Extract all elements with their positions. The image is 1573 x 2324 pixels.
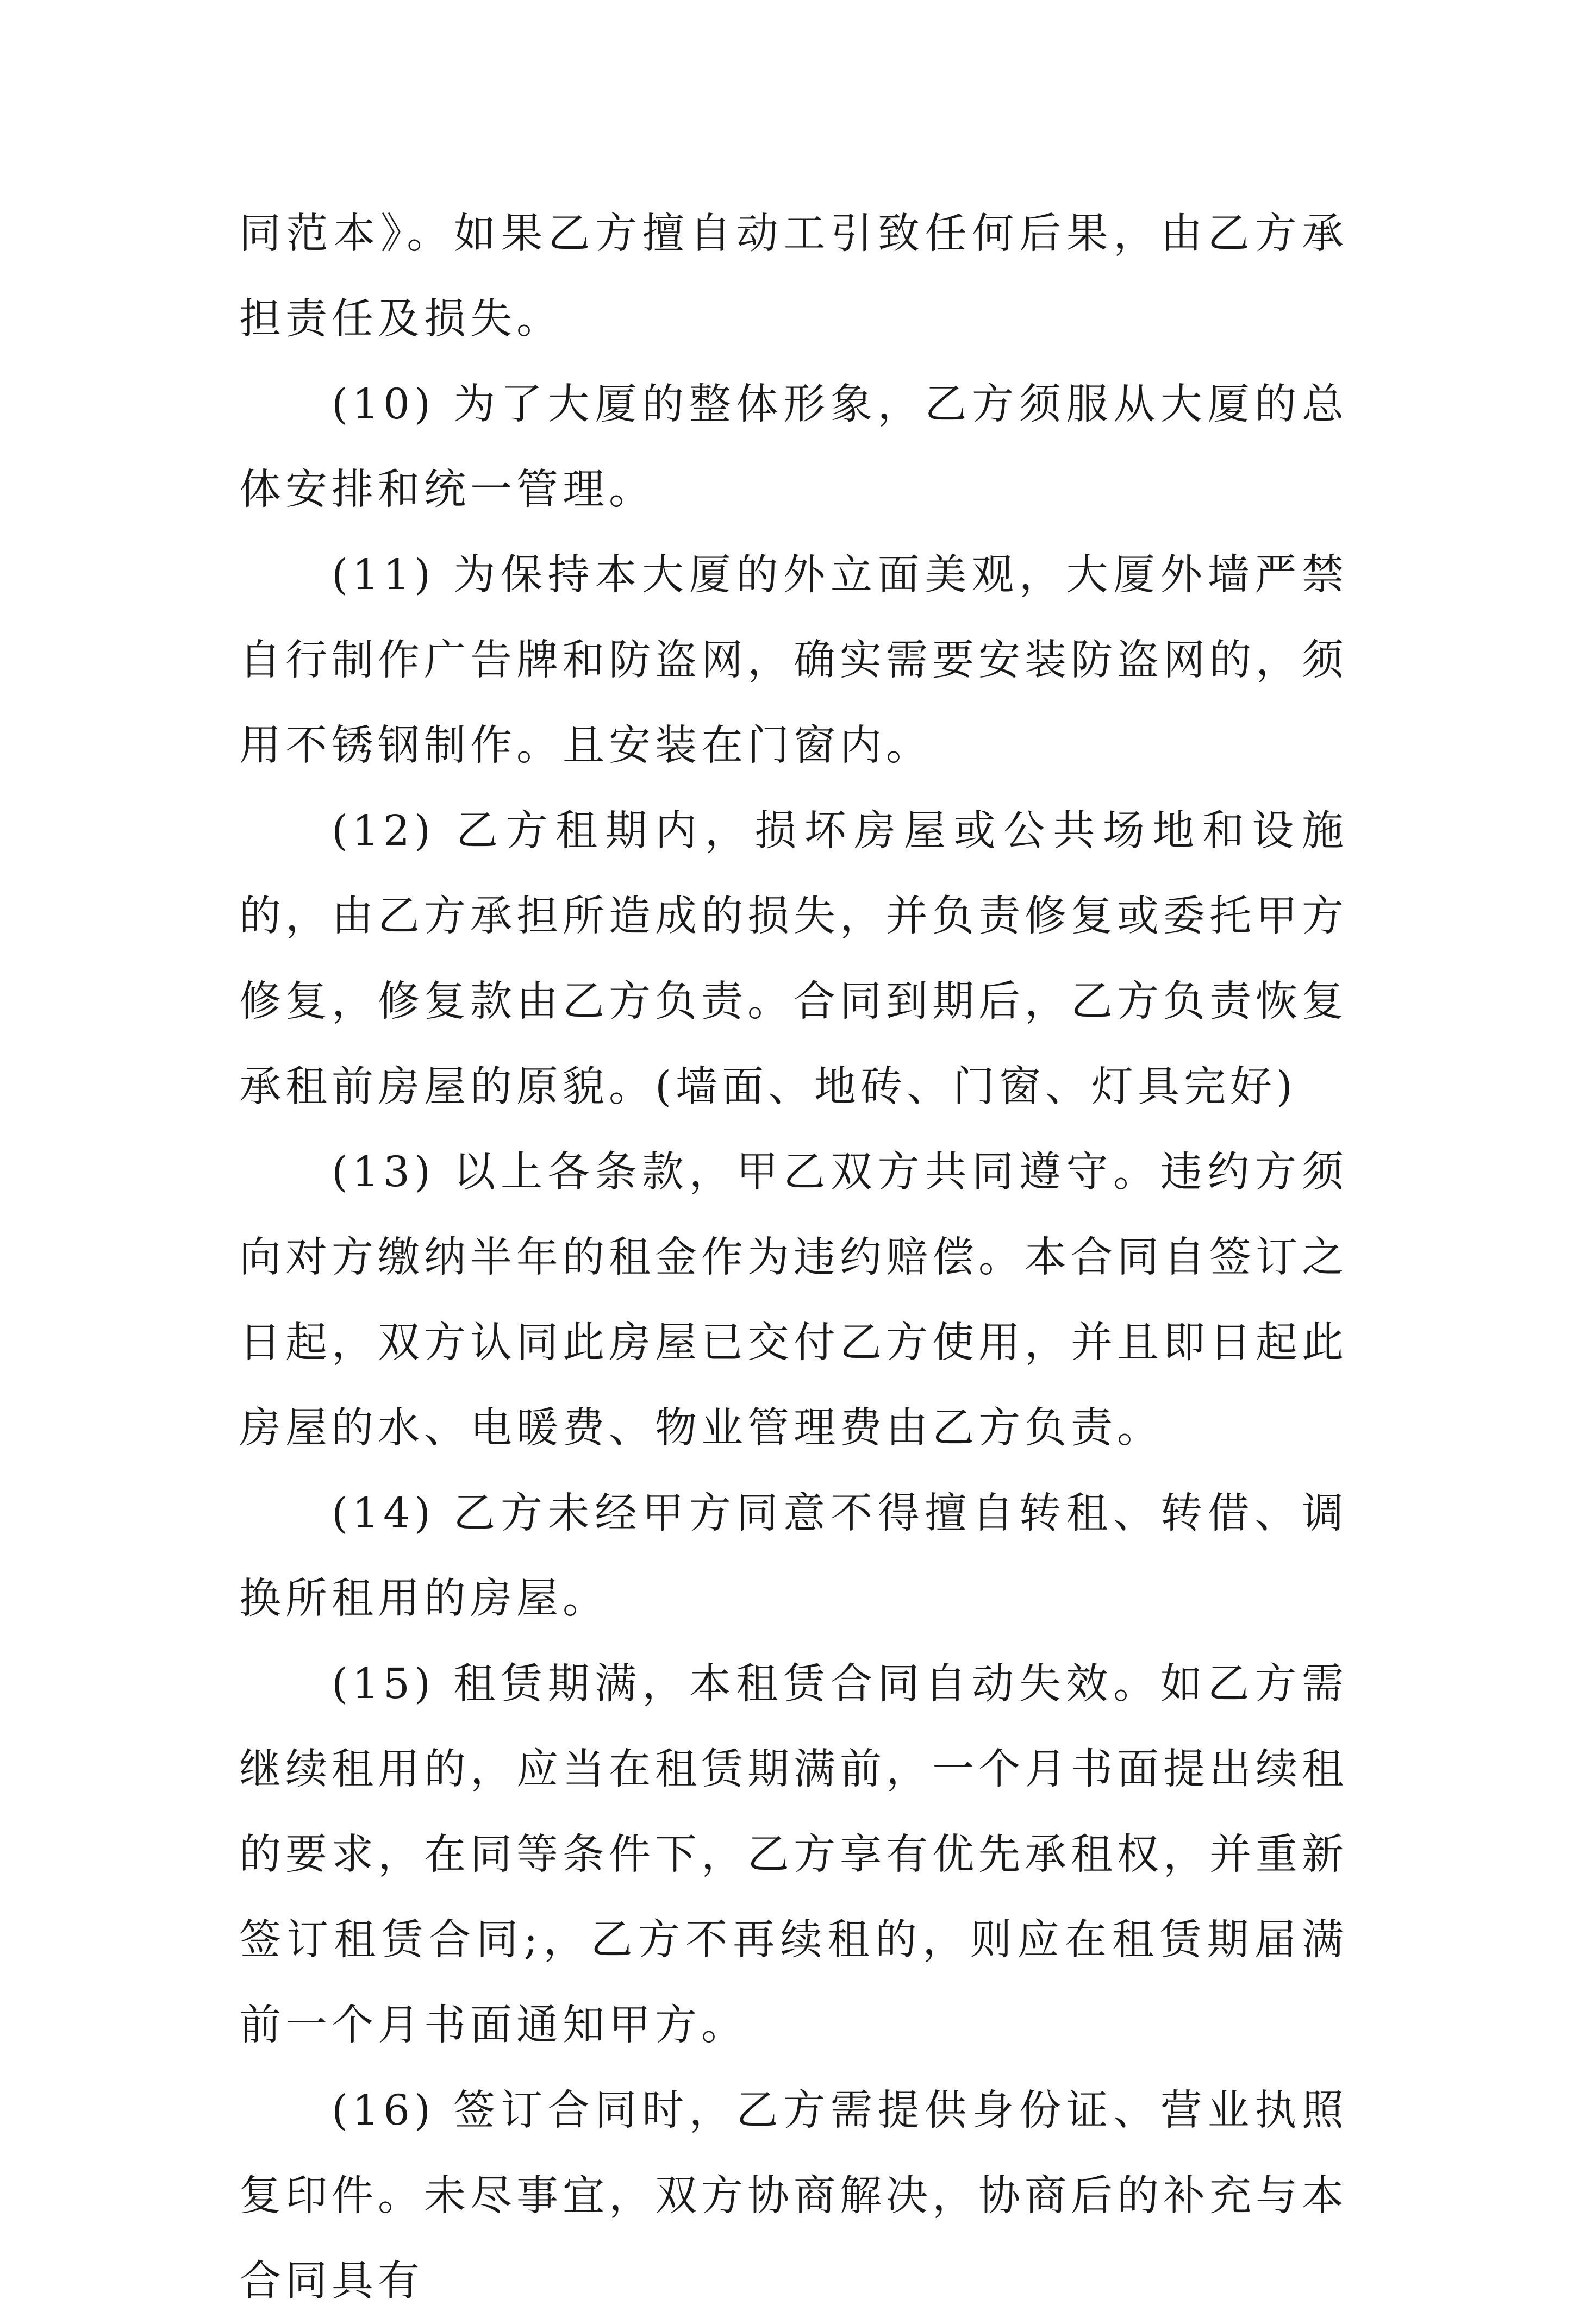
clause-15: (15) 租赁期满，本租赁合同自动失效。如乙方需继续租用的，应当在租赁期满前，一个月书面提出续租的要求，在同等条件下，乙方享有优先承租权，并重新签订租赁合同;，乙方不再续租的，则应在租赁期届满前一个月书面通知甲方。: [239, 1660, 1348, 2050]
document-body: [239, 191, 1348, 2324]
clause-10: (10) 为了大厦的整体形象，乙方须服从大厦的总体安排和统一管理。: [239, 380, 1348, 514]
paragraph-continuation: 同范本》。如果乙方擅自动工引致任何后果，由乙方承担责任及损失。: [239, 210, 1348, 343]
clause-16: (16) 签订合同时，乙方需提供身份证、营业执照复印件。未尽事宜，双方协商解决，协商后的补充与本合同具有: [239, 2087, 1348, 2306]
clause-11: (11) 为保持本大厦的外立面美观，大厦外墙严禁自行制作广告牌和防盗网，确实需要安装防盗网的，须用不锈钢制作。且安装在门窗内。: [239, 551, 1348, 770]
clause-13: (13) 以上各条款，甲乙双方共同遵守。违约方须向对方缴纳半年的租金作为违约赔偿。本合同自签订之日起，双方认同此房屋已交付乙方使用，并且即日起此房屋的水、电暖费、物业管理费由乙方负责。: [239, 1148, 1348, 1452]
clause-12: (12) 乙方租期内，损坏房屋或公共场地和设施的，由乙方承担所造成的损失，并负责修复或委托甲方修复，修复款由乙方负责。合同到期后，乙方负责恢复承租前房屋的原貌。(墙面、地砖、门窗、灯具完好): [239, 807, 1348, 1111]
clause-14: (14) 乙方未经甲方同意不得擅自转租、转借、调换所租用的房屋。: [239, 1489, 1348, 1623]
